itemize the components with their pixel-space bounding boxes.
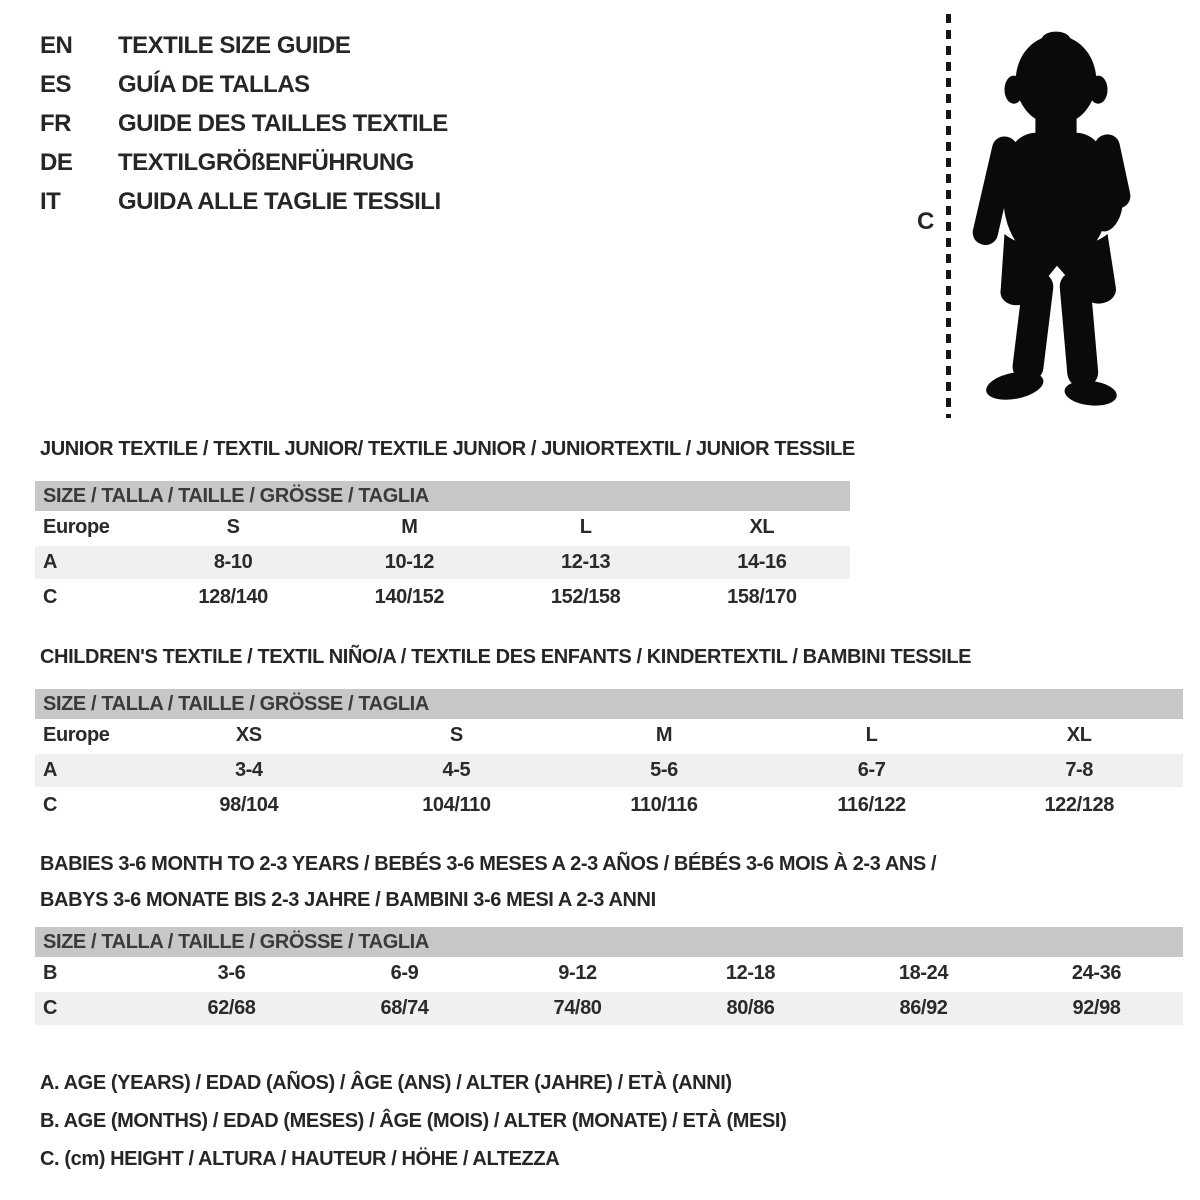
language-title: GUÍA DE TALLAS (118, 71, 310, 98)
table-cell: 68/74 (318, 991, 491, 1026)
language-title: GUIDE DES TAILLES TEXTILE (118, 110, 448, 137)
row-label: B (43, 962, 58, 984)
size-header-bar: SIZE / TALLA / TAILLE / GRÖSSE / TAGLIA (35, 689, 1183, 719)
column-header: XL (749, 516, 775, 538)
table-cell: 128/140 (198, 586, 268, 608)
language-title: TEXTILE SIZE GUIDE (118, 32, 351, 59)
measure-c-label: C (917, 208, 935, 235)
table-cell: 7-8 (975, 753, 1183, 788)
language-code: EN (40, 32, 73, 59)
babies-size-table (35, 927, 1183, 1027)
table-cell: 92/98 (1010, 991, 1183, 1026)
column-header: Europe (43, 724, 110, 746)
language-code: FR (40, 110, 71, 137)
children-section-title: CHILDREN'S TEXTILE / TEXTIL NIÑO/A / TEXTILE DES ENFANTS / KINDERTEXTIL / BAMBINI TESSILE (40, 646, 972, 668)
column-header: L (865, 724, 878, 746)
table-row (35, 545, 850, 580)
row-label: C (43, 586, 58, 608)
height-dashed-line (946, 14, 951, 418)
column-header: S (226, 516, 240, 538)
table-cell: 74/80 (491, 991, 664, 1026)
language-row (40, 67, 448, 106)
table-cell: 4-5 (353, 753, 561, 788)
table-cell: 18-24 (898, 962, 949, 984)
table-cell: 98/104 (219, 794, 279, 816)
size-header-bar: SIZE / TALLA / TAILLE / GRÖSSE / TAGLIA (35, 927, 1183, 957)
table-header-row (35, 719, 1183, 753)
table-cell: 152/158 (550, 586, 621, 608)
language-title-list (40, 28, 448, 223)
legend-note-b: B. AGE (MONTHS) / EDAD (MESES) / ÂGE (MOIS) / ALTER (MONATE) / ETÀ (MESI) (40, 1110, 787, 1132)
table-cell: 80/86 (664, 991, 837, 1026)
legend-notes (40, 1064, 786, 1178)
height-measure-figure (905, 12, 1165, 424)
table-cell: 12-18 (725, 962, 776, 984)
language-title: GUIDA ALLE TAGLIE TESSILI (118, 188, 441, 215)
row-label: C (35, 991, 145, 1026)
language-row (40, 28, 448, 67)
column-header: S (449, 724, 463, 746)
language-code: IT (40, 188, 61, 215)
table-cell: 9-12 (558, 962, 597, 984)
column-header: XS (235, 724, 262, 746)
table-cell: 116/122 (837, 794, 906, 816)
row-label: A (35, 545, 145, 580)
size-header-bar: SIZE / TALLA / TAILLE / GRÖSSE / TAGLIA (35, 481, 850, 511)
row-label: C (43, 794, 58, 816)
table-row (35, 753, 1183, 788)
language-row (40, 184, 448, 223)
table-cell: 6-9 (390, 962, 419, 984)
table-cell: 5-6 (560, 753, 768, 788)
table-cell: 14-16 (674, 545, 850, 580)
language-code: ES (40, 71, 72, 98)
column-header: M (655, 724, 673, 746)
table-cell: 140/152 (374, 586, 445, 608)
table-row (35, 957, 1183, 991)
table-cell: 62/68 (145, 991, 318, 1026)
table-cell: 8-10 (145, 545, 321, 580)
table-cell: 6-7 (768, 753, 976, 788)
table-header-row (35, 511, 850, 545)
legend-note-a: A. AGE (YEARS) / EDAD (AÑOS) / ÂGE (ANS) / ALTER (JAHRE) / ETÀ (ANNI) (40, 1072, 732, 1094)
table-cell: 10-12 (321, 545, 497, 580)
language-row (40, 106, 448, 145)
language-code: DE (40, 149, 73, 176)
column-header: M (401, 516, 418, 538)
table-cell: 122/128 (1044, 794, 1114, 816)
table-cell: 3-4 (145, 753, 353, 788)
table-cell: 104/110 (422, 794, 491, 816)
table-cell: 86/92 (837, 991, 1010, 1026)
language-title: TEXTILGRÖßENFÜHRUNG (118, 149, 414, 176)
table-row (35, 580, 850, 614)
junior-size-table (35, 481, 850, 614)
column-header: L (579, 516, 592, 538)
table-row (35, 991, 1183, 1026)
table-cell: 3-6 (217, 962, 246, 984)
table-cell: 12-13 (498, 545, 674, 580)
row-label: A (35, 753, 145, 788)
legend-note-c: C. (cm) HEIGHT / ALTURA / HAUTEUR / HÖHE / ALTEZZA (40, 1148, 560, 1170)
table-row (35, 788, 1183, 822)
table-cell: 110/116 (630, 794, 698, 816)
junior-section-title: JUNIOR TEXTILE / TEXTIL JUNIOR/ TEXTILE JUNIOR / JUNIORTEXTIL / JUNIOR TESSILE (40, 438, 855, 460)
babies-section-title: BABIES 3-6 MONTH TO 2-3 YEARS / BEBÉS 3-6 MESES A 2-3 AÑOS / BÉBÉS 3-6 MOIS À 2-3 ANS / BABYS 3-6 MONATE BIS 2-3 JAHRE / BAMBINI 3-6 MESI A 2-3 ANNI (40, 853, 937, 911)
children-size-table (35, 689, 1183, 822)
language-row (40, 145, 448, 184)
column-header: Europe (43, 516, 110, 538)
column-header: XL (1066, 724, 1092, 746)
table-cell: 158/170 (727, 586, 797, 608)
table-cell: 24-36 (1071, 962, 1122, 984)
baby-silhouette-icon (967, 16, 1145, 420)
